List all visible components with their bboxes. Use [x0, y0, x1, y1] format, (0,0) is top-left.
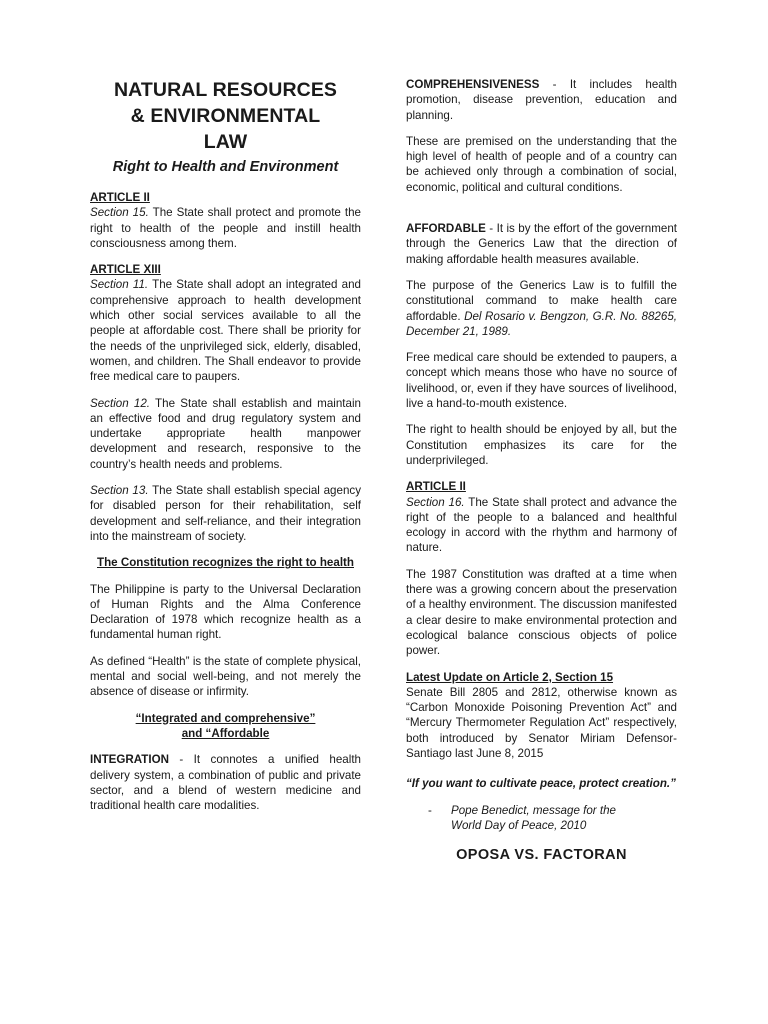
article-2-section-16-block	[406, 479, 677, 555]
oposa-case-heading: OPOSA VS. FACTORAN	[456, 847, 627, 864]
philippine-paragraph: The Philippine is party to the Universal Declaration of Human Rights and the Alma Conference Declaration of 1978 which recognize health as a fundamental human right.	[90, 582, 361, 642]
section-label: Section 12.	[90, 396, 151, 410]
article-2-heading: ARTICLE II	[90, 191, 150, 204]
citation-line-2: World Day of Peace, 2010	[451, 818, 587, 832]
title-line-3: LAW	[203, 131, 248, 153]
title-line-2: & ENVIRONMENTAL	[130, 105, 321, 127]
latest-update-block	[406, 670, 677, 762]
generics-text: The purpose of the Generics Law is to fulfill the constitutional command to make health care affordable.	[406, 278, 677, 323]
citation-line-1: Pope Benedict, message for the	[451, 803, 616, 817]
section-label: Section 13.	[90, 484, 149, 498]
section-text: The State shall protect and promote the right to health of the people and instill health consciousness among them.	[90, 206, 362, 250]
comprehensiveness-term: COMPREHENSIVENESS	[406, 78, 540, 91]
document-subtitle: Right to Health and Environment	[112, 159, 339, 175]
comprehensiveness-paragraph	[406, 77, 677, 123]
integrated-heading	[90, 711, 361, 742]
article-2-section-16	[406, 495, 677, 556]
citation-text	[451, 803, 616, 834]
article-13-section-12	[90, 396, 361, 472]
article-2-heading-right: ARTICLE II	[406, 480, 466, 494]
article-13-section-13	[90, 483, 361, 544]
integration-paragraph	[90, 752, 361, 813]
section-text: The State shall establish special agency for disabled person for their rehabilitation, self development and self-reliance, and their integration into the mainstream of society.	[90, 484, 361, 543]
section-label: Section 11.	[90, 278, 149, 292]
title-line-1: NATURAL RESOURCES	[113, 79, 338, 101]
left-column	[90, 0, 361, 813]
article-13-block	[90, 262, 361, 544]
integrated-heading-line-2: and “Affordable	[181, 726, 270, 740]
section-label: Section 15.	[90, 206, 149, 220]
premised-paragraph: These are premised on the understanding that the high level of health of people and of a country can be achieved only through a combination of social, economic, political and cultural conditions.	[406, 134, 677, 194]
section-text: The State shall adopt an integrated and comprehensive approach to health development which other social services available to all the people at affordable cost. There shall be priority for the needs of the unprivileged sick, elderly, disabled, women, and children. The Shall endeavor to provide free medical care to paupers.	[90, 278, 361, 384]
health-definition-paragraph: As defined “Health” is the state of complete physical, mental and social well-being, and not merely the absence of disease or infirmity.	[90, 654, 361, 699]
right-column	[406, 0, 677, 864]
document-title	[90, 77, 361, 155]
comprehensiveness-text: - It includes health promotion, disease prevention, education and planning.	[406, 78, 677, 122]
section-text: The State shall establish and maintain an effective food and drug regulatory system and undertake appropriate health manpower development and research, responsive to the country’s health needs and problems.	[90, 396, 361, 471]
latest-update-heading: Latest Update on Article 2, Section 15	[406, 670, 614, 684]
integration-text: - It connotes a unified health delivery system, a combination of public and private sector, and a blend of western medicine and traditional health care modalities.	[90, 753, 361, 813]
affordable-text: - It is by the effort of the government through the Generics Law that the direction of making affordable health measures available.	[406, 222, 677, 266]
section-text: The State shall protect and advance the right of the people to a balanced and healthful ecology in accord with the rhythm and harmony of nature.	[406, 495, 677, 555]
citation-dash: -	[428, 803, 432, 817]
right-enjoyed-paragraph: The right to health should be enjoyed by all, but the Constitution emphasizes its care for the underprivileged.	[406, 423, 677, 467]
peace-quote: “If you want to cultivate peace, protect creation.”	[406, 777, 676, 791]
latest-update-text: Senate Bill 2805 and 2812, otherwise known as “Carbon Monoxide Poisoning Prevention Act” and “Mercury Thermometer Regulation Act” respectively, both introduced by Senator Miriam Defensor-Santiago last June 8, 2015	[406, 685, 677, 760]
article-13-heading: ARTICLE XIII	[90, 263, 161, 277]
generics-case-citation: Del Rosario v. Bengzon, G.R. No. 88265, December 21, 1989.	[406, 309, 677, 338]
article-2-section-15	[90, 205, 361, 251]
integrated-heading-line-1: “Integrated and comprehensive”	[135, 711, 316, 725]
free-care-paragraph: Free medical care should be extended to paupers, a concept which means those who have no source of livelihood, or, even if they have sources of livelihood, live a hand-to-mouth existence.	[406, 351, 677, 411]
article-13-section-11	[90, 277, 361, 384]
affordable-term: AFFORDABLE	[406, 222, 486, 236]
quote-citation	[406, 803, 677, 834]
generics-paragraph	[406, 278, 677, 339]
integration-term: INTEGRATION	[90, 753, 170, 767]
constitution-1987-paragraph: The 1987 Constitution was drafted at a time when there was a growing concern about the preservation of a healthy environment. The discussion manifested a clear desire to make environmental protection and ecological balance conscious objects of police power.	[406, 567, 677, 658]
constitution-heading: The Constitution recognizes the right to health	[97, 556, 354, 570]
affordable-paragraph	[406, 221, 677, 267]
article-2-block	[90, 190, 361, 251]
section-label: Section 16.	[406, 495, 465, 509]
